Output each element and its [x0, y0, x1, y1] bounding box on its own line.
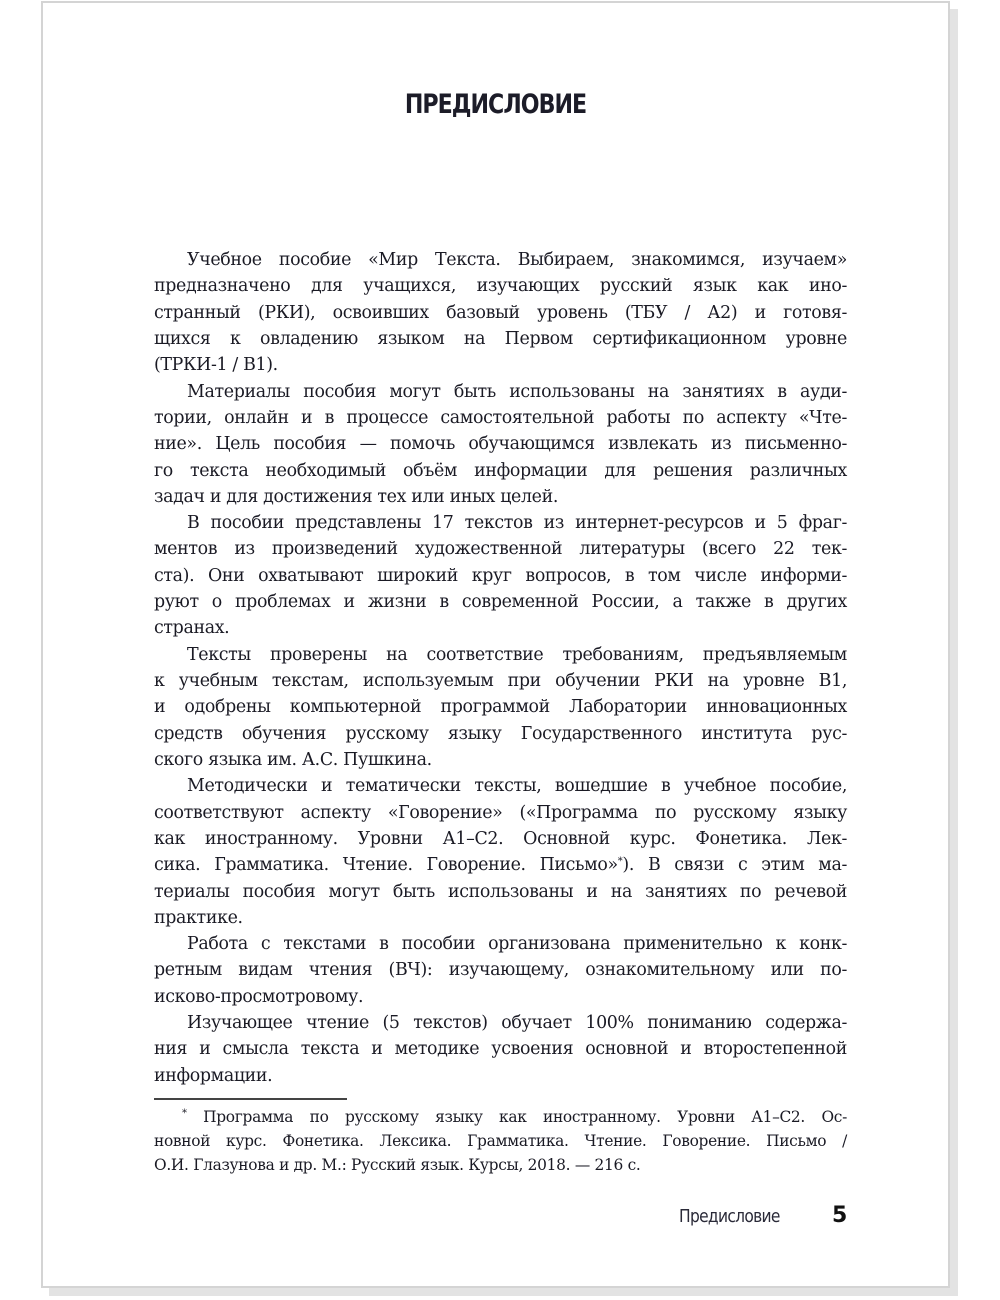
text-line: руют о проблемах и жизни в современной России, а также в других [154, 592, 847, 613]
running-footer-section: Предисловие [679, 1206, 780, 1227]
text-line: ского языка им. А.С. Пушкина. [154, 749, 432, 770]
text-line: средств обучения русскому языку Государственного института рус- [154, 723, 847, 744]
text-line: О.И. Глазунова и др. М.: Русский язык. Курсы, 2018. — 216 с. [154, 1156, 641, 1174]
text-line: информации. [154, 1065, 273, 1086]
text-line: Учебное пособие «Мир Текста. Выбираем, знакомимся, изучаем» [187, 250, 847, 270]
text-line: ние». Цель пособия — помочь обучающимся извлекать из письменно- [154, 434, 847, 455]
text-line: сика. Грамматика. Чтение. Говорение. Письмо»*). В связи с этим ма- [154, 855, 848, 876]
text-line: Работа с текстами в пособии организована применительно к конк- [187, 934, 847, 955]
footnote-marker: * [182, 1108, 187, 1119]
page-number: 5 [832, 1203, 848, 1228]
text-line: ретным видам чтения (ВЧ): изучающему, ознакомительному или по- [154, 960, 847, 981]
text-line: новной курс. Фонетика. Лексика. Грамматика. Чтение. Говорение. Письмо / [154, 1132, 847, 1150]
text-line: соответствуют аспекту «Говорение» («Программа по русскому языку [154, 802, 847, 823]
text-line: задач и для достижения тех или иных целей. [154, 486, 559, 507]
text-line: практике. [154, 907, 243, 928]
footnote-divider [154, 1098, 347, 1100]
text-line: Методически и тематически тексты, вошедшие в учебное пособие, [187, 776, 847, 797]
text-line: предназначено для учащихся, изучающих русский язык как ино- [154, 276, 847, 297]
text-line: Материалы пособия могут быть использованы на занятиях в ауди- [187, 381, 847, 402]
text-line: странах. [154, 618, 230, 639]
text-line: к учебным текстам, используемым при обучении РКИ на уровне В1, [154, 671, 847, 691]
footnote-marker: * [617, 856, 623, 868]
text-line: го текста необходимый объём информации для решения различных [154, 460, 847, 481]
text-line: странный (РКИ), освоивших базовый уровень (ТБУ / А2) и готовя- [154, 302, 847, 323]
text-line: тории, онлайн и в процессе самостоятельной работы по аспекту «Чте- [154, 407, 847, 428]
text-line: ментов из произведений художественной литературы (всего 22 тек- [154, 539, 847, 560]
body-text [154, 247, 847, 1089]
book-page [41, 1, 950, 1288]
footnote [154, 1105, 847, 1177]
text-line: Тексты проверены на соответствие требованиям, предъявляемым [187, 644, 847, 665]
text-line: * Программа по русскому языку как иностранному. Уровни А1–С2. Ос- [182, 1108, 847, 1126]
text-line: щихся к овладению языком на Первом сертификационном уровне [154, 328, 847, 349]
text-line: ния и смысла текста и методике усвоения основной и второстепенной [154, 1039, 847, 1060]
text-line: ста). Они охватывают широкий круг вопросов, в том числе информи- [154, 565, 847, 586]
text-line: и одобрены компьютерной программой Лаборатории инновационных [154, 697, 847, 718]
text-line: как иностранному. Уровни А1–С2. Основной курс. Фонетика. Лек- [154, 828, 847, 849]
text-line: исково-просмотровому. [154, 986, 364, 1007]
text-line: (ТРКИ-1 / В1). [154, 355, 278, 376]
page-title: ПРЕДИСЛОВИЕ [404, 89, 587, 120]
text-line: териалы пособия могут быть использованы и на занятиях по речевой [154, 881, 847, 902]
text-line: Изучающее чтение (5 текстов) обучает 100% пониманию содержа- [187, 1013, 847, 1034]
text-line: В пособии представлены 17 текстов из интернет-ресурсов и 5 фраг- [187, 513, 847, 534]
